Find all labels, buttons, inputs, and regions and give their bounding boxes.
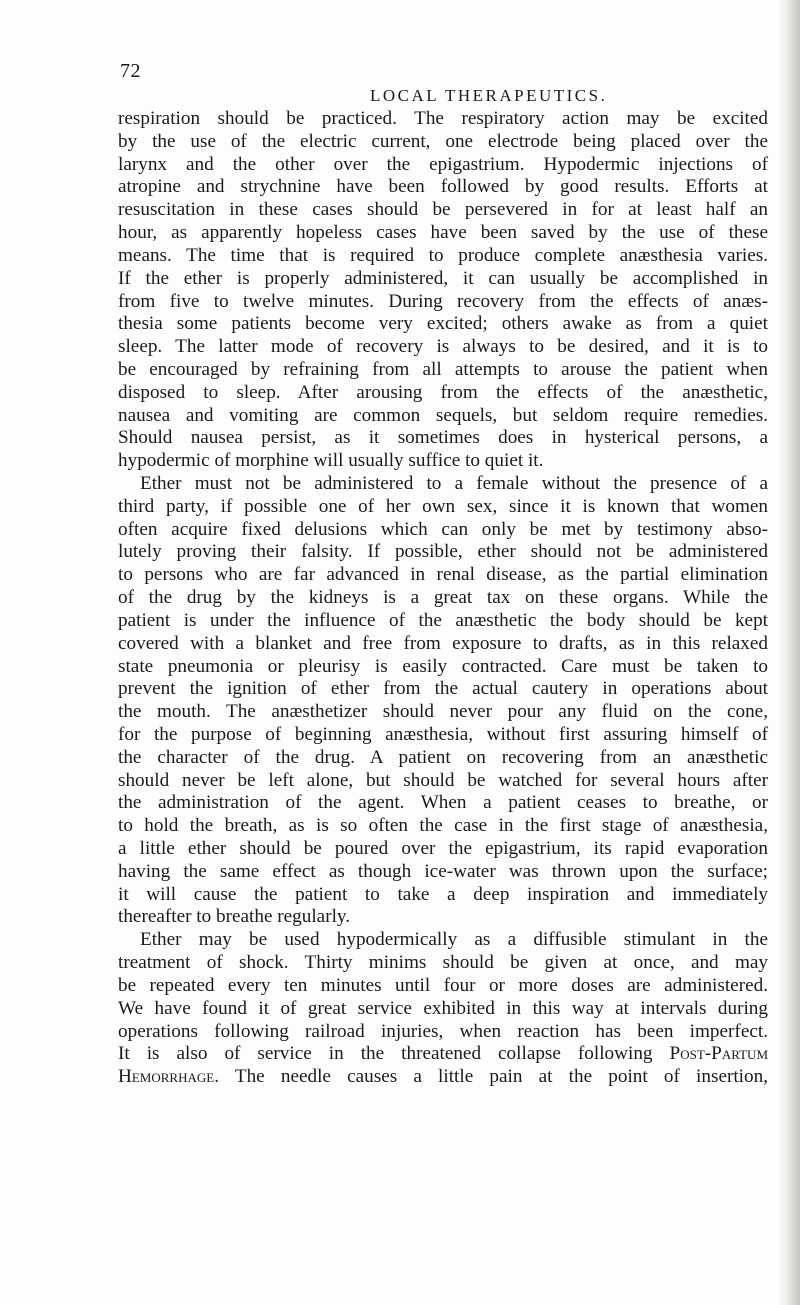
text-line: of the drug by the kidneys is a great tax on these organs. While the bbox=[118, 587, 768, 609]
text-line: If the ether is properly administered, it can usually be accomplished in bbox=[118, 267, 768, 289]
text-line: be encouraged by refraining from all attempts to arouse the patient when bbox=[118, 358, 768, 380]
text-line: lutely proving their falsity. If possible, ether should not be administered bbox=[118, 541, 768, 563]
text-line: to hold the breath, as is so often the case in the first stage of anæsthesia, bbox=[118, 815, 768, 837]
running-title: LOCAL THERAPEUTICS. bbox=[370, 86, 608, 105]
line-prefix: It is also of service in the threatened collapse following bbox=[118, 1043, 653, 1065]
text-line: prevent the ignition of ether from the actual cautery in operations about bbox=[118, 678, 768, 700]
text-line-mixed bbox=[118, 1066, 768, 1089]
paragraph-end-line: hypodermic of morphine will usually suffice to quiet it. bbox=[118, 450, 544, 472]
line-suffix: The needle causes a little pain at the point of insertion, bbox=[234, 1066, 769, 1088]
text-line: operations following railroad injuries, when reaction has been imperfect. bbox=[118, 1020, 768, 1042]
text-line: atropine and strychnine have been followed by good results. Efforts at bbox=[118, 176, 768, 198]
text-line: the character of the drug. A patient on recovering from an anæsthetic bbox=[118, 746, 768, 768]
body-text bbox=[118, 108, 768, 1089]
text-line: from five to twelve minutes. During recovery from the effects of anæs- bbox=[118, 290, 768, 312]
text-line: the mouth. The anæsthetizer should never pour any fluid on the cone, bbox=[118, 701, 768, 723]
text-line: larynx and the other over the epigastrium. Hypodermic injections of bbox=[118, 153, 768, 175]
text-line: having the same effect as though ice-water was thrown upon the surface; bbox=[118, 860, 768, 882]
paragraph-start-line: Ether may be used hypodermically as a diffusible stimulant in the bbox=[140, 929, 768, 951]
page-edge-shadow bbox=[778, 0, 800, 1305]
text-line: nausea and vomiting are common sequels, but seldom require remedies. bbox=[118, 404, 768, 426]
text-line-mixed bbox=[118, 1043, 768, 1066]
page-number: 72 bbox=[120, 60, 141, 82]
text-line: sleep. The latter mode of recovery is always to be desired, and it is to bbox=[118, 336, 768, 358]
text-line: often acquire fixed delusions which can only be met by testimony abso- bbox=[118, 518, 768, 540]
text-line: should never be left alone, but should be watched for several hours after bbox=[118, 769, 768, 791]
small-caps-term: Hemorrhage. bbox=[118, 1066, 219, 1088]
text-line: a little ether should be poured over the epigastrium, its rapid evaporation bbox=[118, 838, 768, 859]
text-line: covered with a blanket and free from exposure to drafts, as in this relaxed bbox=[118, 632, 768, 654]
text-line: treatment of shock. Thirty minims should be given at once, and may bbox=[118, 952, 768, 974]
text-line: We have found it of great service exhibited in this way at intervals during bbox=[118, 997, 768, 1019]
running-head bbox=[120, 60, 790, 105]
text-line: Should nausea persist, as it sometimes does in hysterical persons, a bbox=[118, 427, 768, 449]
text-line: hour, as apparently hopeless cases have been saved by the use of these bbox=[118, 222, 768, 244]
text-line: disposed to sleep. After arousing from the effects of the anæsthetic, bbox=[118, 381, 768, 403]
text-line: be repeated every ten minutes until four or more doses are administered. bbox=[118, 974, 768, 996]
paragraph-start-line: Ether must not be administered to a female without the presence of a bbox=[140, 473, 768, 494]
small-caps-term: Post-Partum bbox=[669, 1043, 769, 1065]
text-line: the administration of the agent. When a patient ceases to breathe, or bbox=[118, 792, 768, 814]
text-line: it will cause the patient to take a deep inspiration and immediately bbox=[118, 883, 768, 905]
text-line: respiration should be practiced. The respiratory action may be excited bbox=[118, 108, 768, 129]
text-line: means. The time that is required to produce complete anæsthesia varies. bbox=[118, 244, 768, 266]
paragraph-end-line: thereafter to breathe regularly. bbox=[118, 906, 351, 928]
text-line: state pneumonia or pleurisy is easily contracted. Care must be taken to bbox=[118, 655, 768, 677]
text-line: third party, if possible one of her own sex, since it is known that women bbox=[118, 495, 768, 517]
text-line: to persons who are far advanced in renal disease, as the partial elimination bbox=[118, 564, 768, 586]
text-line: thesia some patients become very excited; others awake as from a quiet bbox=[118, 313, 768, 335]
text-line: for the purpose of beginning anæsthesia, without first assuring himself of bbox=[118, 723, 768, 745]
text-line: by the use of the electric current, one electrode being placed over the bbox=[118, 130, 768, 152]
text-line: patient is under the influence of the anæsthetic the body should be kept bbox=[118, 609, 768, 631]
text-line: resuscitation in these cases should be persevered in for at least half an bbox=[118, 199, 768, 221]
